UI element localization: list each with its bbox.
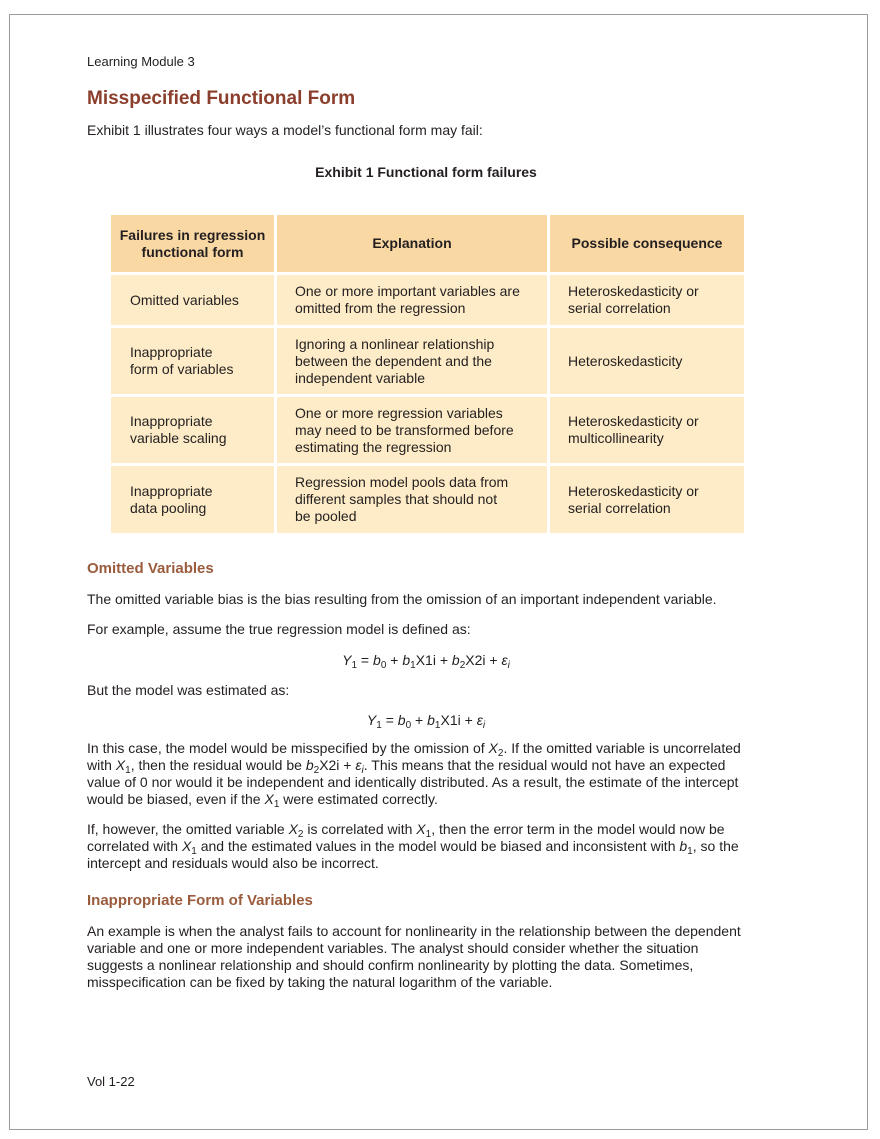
- omitted-paragraph-1: The omitted variable bias is the bias resulting from the omission of an important independent variable.: [87, 591, 717, 607]
- consequence-cell: Heteroskedasticity or multicollinearity: [550, 397, 744, 463]
- module-label: Learning Module 3: [87, 54, 195, 69]
- explanation-cell: Regression model pools data from different samples that should not be pooled: [277, 466, 547, 533]
- failure-cell: Inappropriate variable scaling: [111, 397, 274, 463]
- omitted-paragraph-5: If, however, the omitted variable $X_2$ is correlated with $X_1$, then the error term in the model would now be correlated with $X_1$ and the estimated values in the model would be biased and inconsistent with $b_1$, so the intercept and residuals would also be incorrect.: [87, 821, 739, 871]
- inappropriate-form-heading: Inappropriate Form of Variables: [87, 892, 313, 909]
- true-model-equation: $Y_1 = b_0 + b_1X1i + b_2X2i + \varepsilon_i$: [342, 652, 510, 671]
- consequence-cell: Heteroskedasticity or serial correlation: [550, 466, 744, 533]
- estimated-model-equation: $Y_1 = b_0 + b_1X1i + \varepsilon_i$: [366, 712, 486, 731]
- table-row: [111, 466, 744, 533]
- failure-cell: Inappropriate data pooling: [111, 466, 274, 533]
- failure-cell: Omitted variables: [111, 275, 274, 325]
- explanation-cell: Ignoring a nonlinear relationship between the dependent and the independent variable: [277, 328, 547, 394]
- consequence-cell: Heteroskedasticity or serial correlation: [550, 275, 744, 325]
- page-number: Vol 1-22: [87, 1074, 135, 1089]
- exhibit-title: Exhibit 1 Functional form failures: [315, 164, 537, 180]
- table-row: [111, 397, 744, 463]
- inappropriate-form-paragraph: An example is when the analyst fails to account for nonlinearity in the relationship between the dependent variable and one or more independent variables. The analyst should consider whether the situation suggests a nonlinear relationship and should confirm nonlinearity by plotting the data. Sometimes, misspecification can be fixed by taking the natural logarithm of the variable.: [87, 923, 741, 990]
- explanation-cell: One or more regression variables may need to be transformed before estimating the regression: [277, 397, 547, 463]
- table-row: [111, 275, 744, 325]
- failure-cell: Inappropriate form of variables: [111, 328, 274, 394]
- functional-form-failures-table: [108, 212, 747, 536]
- header-consequence: Possible consequence: [550, 215, 744, 272]
- header-explanation: Explanation: [277, 215, 547, 272]
- explanation-cell: One or more important variables are omitted from the regression: [277, 275, 547, 325]
- table-header-row: [111, 215, 744, 272]
- intro-paragraph: Exhibit 1 illustrates four ways a model’s functional form may fail:: [87, 122, 483, 138]
- omitted-paragraph-2: For example, assume the true regression model is defined as:: [87, 621, 471, 637]
- omitted-paragraph-4: In this case, the model would be misspecified by the omission of $X_2$. If the omitted variable is uncorrelated with $X_1$, then the residual would be $b_2X2i + \varepsilon_i$. This means that the residual would not have an expected value of 0 nor would it be independent and identically distributed. As a result, the estimate of the intercept would be biased, even if the $X_1$ were estimated correctly.: [87, 740, 741, 810]
- consequence-cell: Heteroskedasticity: [550, 328, 744, 394]
- table-row: [111, 328, 744, 394]
- page-title: Misspecified Functional Form: [87, 88, 356, 109]
- omitted-variables-heading: Omitted Variables: [87, 560, 214, 577]
- omitted-paragraph-3: But the model was estimated as:: [87, 682, 290, 698]
- header-failures: Failures in regression functional form: [111, 215, 274, 272]
